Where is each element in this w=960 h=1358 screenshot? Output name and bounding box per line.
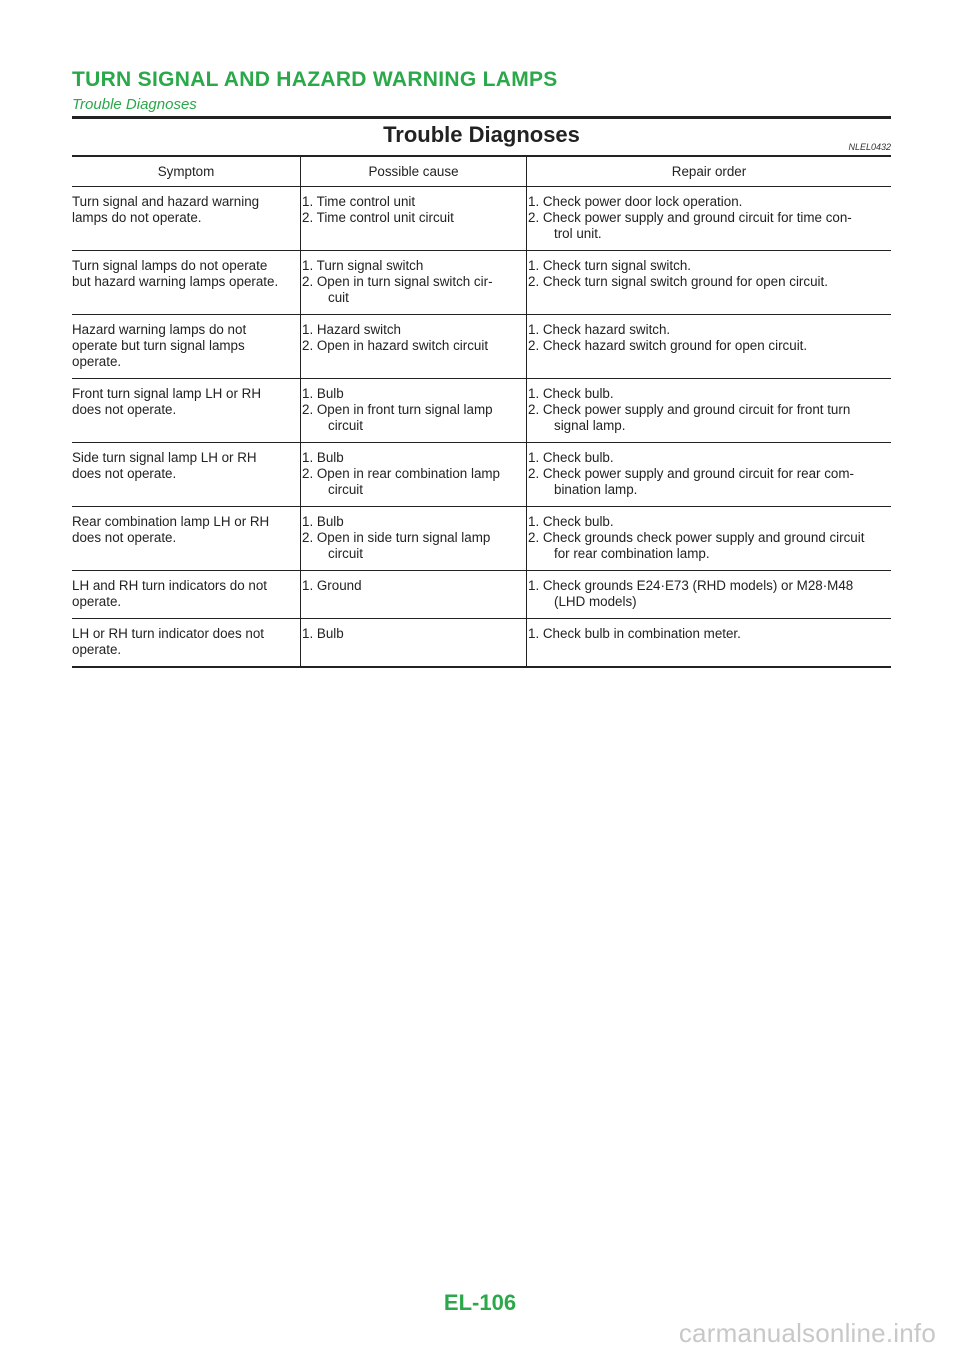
possible-cause-cell	[301, 379, 527, 443]
cell-text-line: 2. Check turn signal switch ground for open circuit.	[528, 274, 828, 289]
cell-text-line: 1. Turn signal switch	[302, 258, 424, 273]
table-row	[72, 187, 891, 251]
cell-text-line: 1. Check turn signal switch.	[528, 258, 691, 273]
trouble-diagnoses-table	[72, 155, 891, 668]
symptom-cell	[72, 379, 301, 443]
table-row	[72, 315, 891, 379]
cell-text-line: 1. Bulb	[302, 626, 344, 641]
column-header-repair-order: Repair order	[527, 156, 892, 187]
repair-order-cell	[527, 379, 892, 443]
repair-order-cell	[527, 571, 892, 619]
symptom-cell	[72, 619, 301, 668]
cell-text-line: circuit	[328, 482, 363, 497]
possible-cause-cell	[301, 619, 527, 668]
cell-text-line: 2. Open in front turn signal lamp	[302, 402, 493, 417]
cell-text-line: 1. Check bulb in combination meter.	[528, 626, 741, 641]
cell-text-line: 1. Check bulb.	[528, 514, 614, 529]
cell-text-line: 2. Time control unit circuit	[302, 210, 454, 225]
page-header-subtitle: Trouble Diagnoses	[72, 96, 197, 113]
repair-order-cell	[527, 251, 892, 315]
cell-text-line: Turn signal and hazard warning	[72, 194, 260, 209]
section-reference-code: NLEL0432	[848, 142, 891, 152]
possible-cause-cell	[301, 443, 527, 507]
cell-text-line: 2. Open in turn signal switch cir-	[302, 274, 493, 289]
cell-text-line: does not operate.	[72, 466, 177, 481]
cell-text-line: 2. Check power supply and ground circuit for rear com-	[528, 466, 854, 481]
repair-order-cell	[527, 315, 892, 379]
cell-text-line: 1. Check bulb.	[528, 450, 614, 465]
table-row	[72, 443, 891, 507]
cell-text-line: LH or RH turn indicator does not	[72, 626, 265, 641]
cell-text-line: 2. Open in rear combination lamp	[302, 466, 500, 481]
possible-cause-cell	[301, 251, 527, 315]
table-body	[72, 187, 891, 668]
cell-text-line: 2. Open in hazard switch circuit	[302, 338, 489, 353]
symptom-cell	[72, 315, 301, 379]
cell-text-line: Turn signal lamps do not operate	[72, 258, 268, 273]
table-row	[72, 507, 891, 571]
cell-text-line: LH and RH turn indicators do not	[72, 578, 268, 593]
cell-text-line: cuit	[328, 290, 349, 305]
cell-text-line: operate but turn signal lamps	[72, 338, 245, 353]
symptom-cell	[72, 507, 301, 571]
cell-text-line: 1. Check power door lock operation.	[528, 194, 743, 209]
cell-text-line: Front turn signal lamp LH or RH	[72, 386, 262, 401]
cell-text-line: operate.	[72, 594, 122, 609]
cell-text-line: 1. Hazard switch	[302, 322, 401, 337]
cell-text-line: 2. Open in side turn signal lamp	[302, 530, 491, 545]
cell-text-line: does not operate.	[72, 402, 177, 417]
cell-text-line: 2. Check power supply and ground circuit for front turn	[528, 402, 851, 417]
possible-cause-cell	[301, 315, 527, 379]
page-header-title: TURN SIGNAL AND HAZARD WARNING LAMPS	[72, 68, 558, 91]
column-header-symptom: Symptom	[157, 163, 215, 179]
cell-text-line: 1. Ground	[302, 578, 362, 593]
watermark-text: carmanualsonline.info	[678, 1318, 936, 1348]
cell-text-line: does not operate.	[72, 530, 177, 545]
cell-text-line: 1. Bulb	[302, 386, 344, 401]
cell-text-line: 1. Check bulb.	[528, 386, 614, 401]
symptom-cell	[72, 251, 301, 315]
section-title: Trouble Diagnoses	[383, 122, 580, 147]
table-row	[72, 379, 891, 443]
cell-text-line: 1. Time control unit	[302, 194, 416, 209]
cell-text-line: 1. Bulb	[302, 514, 344, 529]
cell-text-line: but hazard warning lamps operate.	[72, 274, 279, 289]
header-divider	[72, 116, 891, 119]
cell-text-line: 2. Check hazard switch ground for open circuit.	[528, 338, 808, 353]
cell-text-line: 2. Check grounds check power supply and ground circuit	[528, 530, 865, 545]
cell-text-line: bination lamp.	[554, 482, 638, 497]
repair-order-cell	[527, 619, 892, 668]
possible-cause-cell	[301, 187, 527, 251]
cell-text-line: (LHD models)	[554, 594, 637, 609]
possible-cause-cell	[301, 507, 527, 571]
cell-text-line: circuit	[328, 546, 363, 561]
symptom-cell	[72, 187, 301, 251]
cell-text-line: circuit	[328, 418, 363, 433]
cell-text-line: 1. Bulb	[302, 450, 344, 465]
cell-text-line: Hazard warning lamps do not	[72, 322, 247, 337]
symptom-cell	[72, 571, 301, 619]
table-row	[72, 251, 891, 315]
cell-text-line: 1. Check hazard switch.	[528, 322, 671, 337]
column-header-possible-cause: Possible cause	[301, 156, 527, 187]
cell-text-line: operate.	[72, 354, 122, 369]
cell-text-line: Rear combination lamp LH or RH	[72, 514, 270, 529]
cell-text-line: signal lamp.	[554, 418, 626, 433]
cell-text-line: trol unit.	[554, 226, 602, 241]
repair-order-cell	[527, 507, 892, 571]
symptom-cell	[72, 443, 301, 507]
cell-text-line: lamps do not operate.	[72, 210, 202, 225]
repair-order-cell	[527, 443, 892, 507]
cell-text-line: Side turn signal lamp LH or RH	[72, 450, 257, 465]
cell-text-line: 2. Check power supply and ground circuit for time con-	[528, 210, 852, 225]
table-row	[72, 571, 891, 619]
repair-order-cell	[527, 187, 892, 251]
cell-text-line: 1. Check grounds E24·E73 (RHD models) or M28·M48	[528, 578, 854, 593]
page-number: EL-106	[443, 1290, 517, 1315]
table-row	[72, 619, 891, 668]
table-header-row	[72, 156, 891, 187]
possible-cause-cell	[301, 571, 527, 619]
cell-text-line: operate.	[72, 642, 122, 657]
cell-text-line: for rear combination lamp.	[554, 546, 710, 561]
